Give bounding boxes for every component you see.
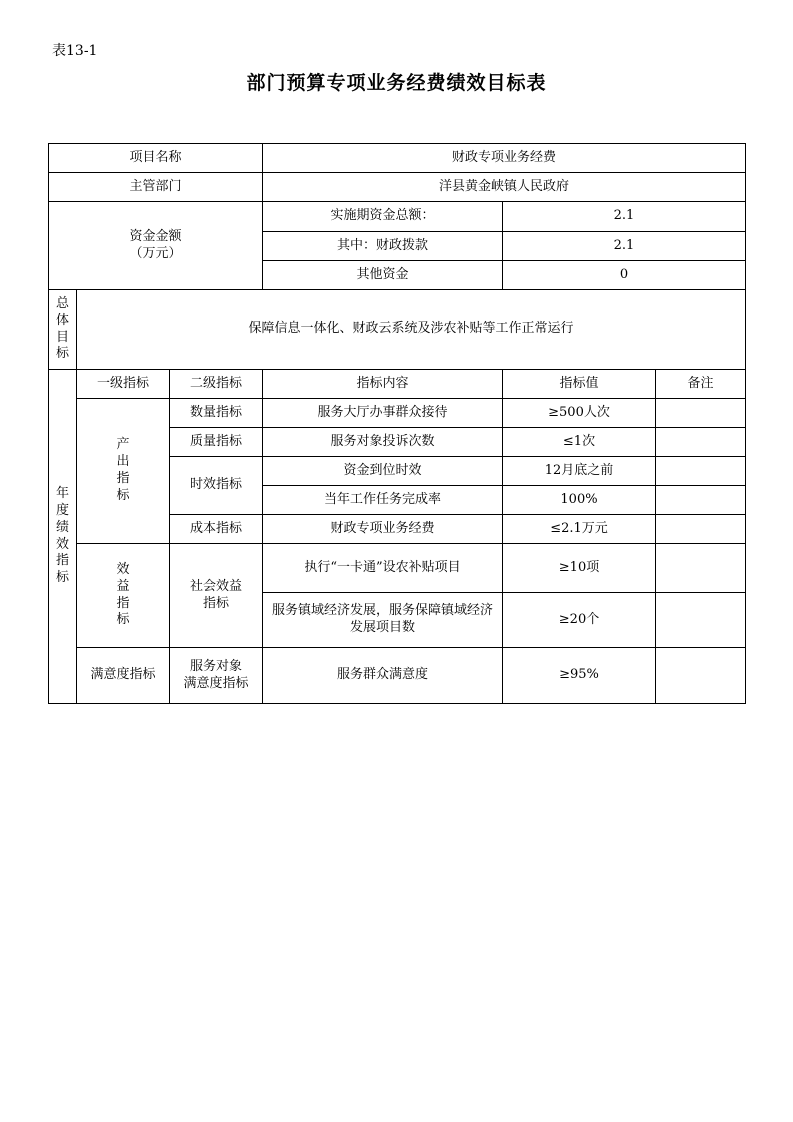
table-row	[49, 144, 746, 173]
label-char: 标	[116, 487, 130, 503]
satisfaction-value: ≥95%	[503, 648, 656, 704]
table-row	[49, 202, 746, 232]
cost-content: 财政专项业务经费	[263, 515, 503, 544]
page-title: 部门预算专项业务经费绩效目标表	[246, 72, 547, 94]
project-name-value: 财政专项业务经费	[263, 144, 746, 173]
timeliness-content-1: 资金到位时效	[263, 457, 503, 486]
note-cell	[656, 515, 746, 544]
timeliness-label: 时效指标	[170, 457, 263, 515]
label-char: 总	[55, 295, 69, 311]
satisfaction-sub-label-line1: 服务对象	[189, 658, 242, 674]
note-cell	[656, 428, 746, 457]
label-char: 标	[55, 570, 69, 586]
performance-target-table	[48, 143, 746, 704]
table-number: 表13-1	[52, 43, 98, 59]
project-name-label: 项目名称	[49, 144, 263, 173]
quality-content: 服务对象投诉次数	[263, 428, 503, 457]
note-cell	[656, 457, 746, 486]
quantity-value: ≥500人次	[503, 399, 656, 428]
label-char: 产	[116, 437, 130, 453]
other-funds-value: 0	[503, 261, 746, 290]
table-row	[49, 173, 746, 202]
label-char: 标	[55, 346, 69, 362]
note-cell	[656, 544, 746, 593]
label-char: 指	[55, 553, 69, 569]
total-funds-value: 2.1	[503, 202, 746, 232]
total-funds-label: 实施期资金总额：	[263, 202, 503, 232]
quality-label: 质量指标	[170, 428, 263, 457]
output-indicators-label	[77, 399, 170, 544]
satisfaction-content: 服务群众满意度	[263, 648, 503, 704]
timeliness-content-2: 当年工作任务完成率	[263, 486, 503, 515]
cost-label: 成本指标	[170, 515, 263, 544]
annual-indicators-label	[49, 370, 77, 704]
social-content-1: 执行“一卡通”设农补贴项目	[263, 544, 503, 593]
header-level2: 二级指标	[170, 370, 263, 399]
funds-label-line2: （万元）	[129, 245, 182, 261]
label-char: 度	[55, 502, 69, 518]
fiscal-funds-value: 2.1	[503, 232, 746, 261]
label-char: 体	[55, 312, 69, 328]
note-cell	[656, 593, 746, 648]
label-char: 出	[116, 454, 130, 470]
header-value: 指标值	[503, 370, 656, 399]
note-cell	[656, 648, 746, 704]
social-value-1: ≥10项	[503, 544, 656, 593]
quality-value: ≤1次	[503, 428, 656, 457]
satisfaction-label: 满意度指标	[77, 648, 170, 704]
timeliness-value-2: 100%	[503, 486, 656, 515]
table-row	[49, 399, 746, 428]
header-content: 指标内容	[263, 370, 503, 399]
other-funds-label: 其他资金	[263, 261, 503, 290]
table-row	[49, 544, 746, 593]
label-char: 益	[116, 578, 130, 594]
label-char: 目	[55, 329, 69, 345]
social-benefit-label-line2: 指标	[202, 595, 229, 611]
overall-goal-text: 保障信息一体化、财政云系统及涉农补贴等工作正常运行	[77, 290, 746, 370]
cost-value: ≤2.1万元	[503, 515, 656, 544]
label-char: 绩	[55, 519, 69, 535]
fiscal-funds-label: 其中：财政拨款	[263, 232, 503, 261]
label-char: 年	[55, 485, 69, 501]
overall-goal-label	[49, 290, 77, 370]
satisfaction-sub-label	[170, 648, 263, 704]
department-label: 主管部门	[49, 173, 263, 202]
social-value-2: ≥20个	[503, 593, 656, 648]
label-char: 效	[116, 561, 130, 577]
quantity-label: 数量指标	[170, 399, 263, 428]
table-row	[49, 648, 746, 704]
header-level1: 一级指标	[77, 370, 170, 399]
social-benefit-label-line1: 社会效益	[189, 578, 242, 594]
funds-label-line1: 资金金额	[129, 228, 182, 244]
label-char: 效	[55, 536, 69, 552]
label-char: 标	[116, 612, 130, 628]
table-row	[49, 370, 746, 399]
funds-label	[49, 202, 263, 290]
note-cell	[656, 486, 746, 515]
note-cell	[656, 399, 746, 428]
label-char: 指	[116, 595, 130, 611]
benefit-indicators-label	[77, 544, 170, 648]
table-row	[49, 290, 746, 370]
label-char: 指	[116, 471, 130, 486]
header-note: 备注	[656, 370, 746, 399]
department-value: 洋县黄金峡镇人民政府	[263, 173, 746, 202]
social-content-2: 服务镇域经济发展，服务保障镇域经济发展项目数	[263, 593, 503, 648]
social-benefit-label	[170, 544, 263, 648]
timeliness-value-1: 12月底之前	[503, 457, 656, 486]
quantity-content: 服务大厅办事群众接待	[263, 399, 503, 428]
satisfaction-sub-label-line2: 满意度指标	[183, 675, 249, 691]
